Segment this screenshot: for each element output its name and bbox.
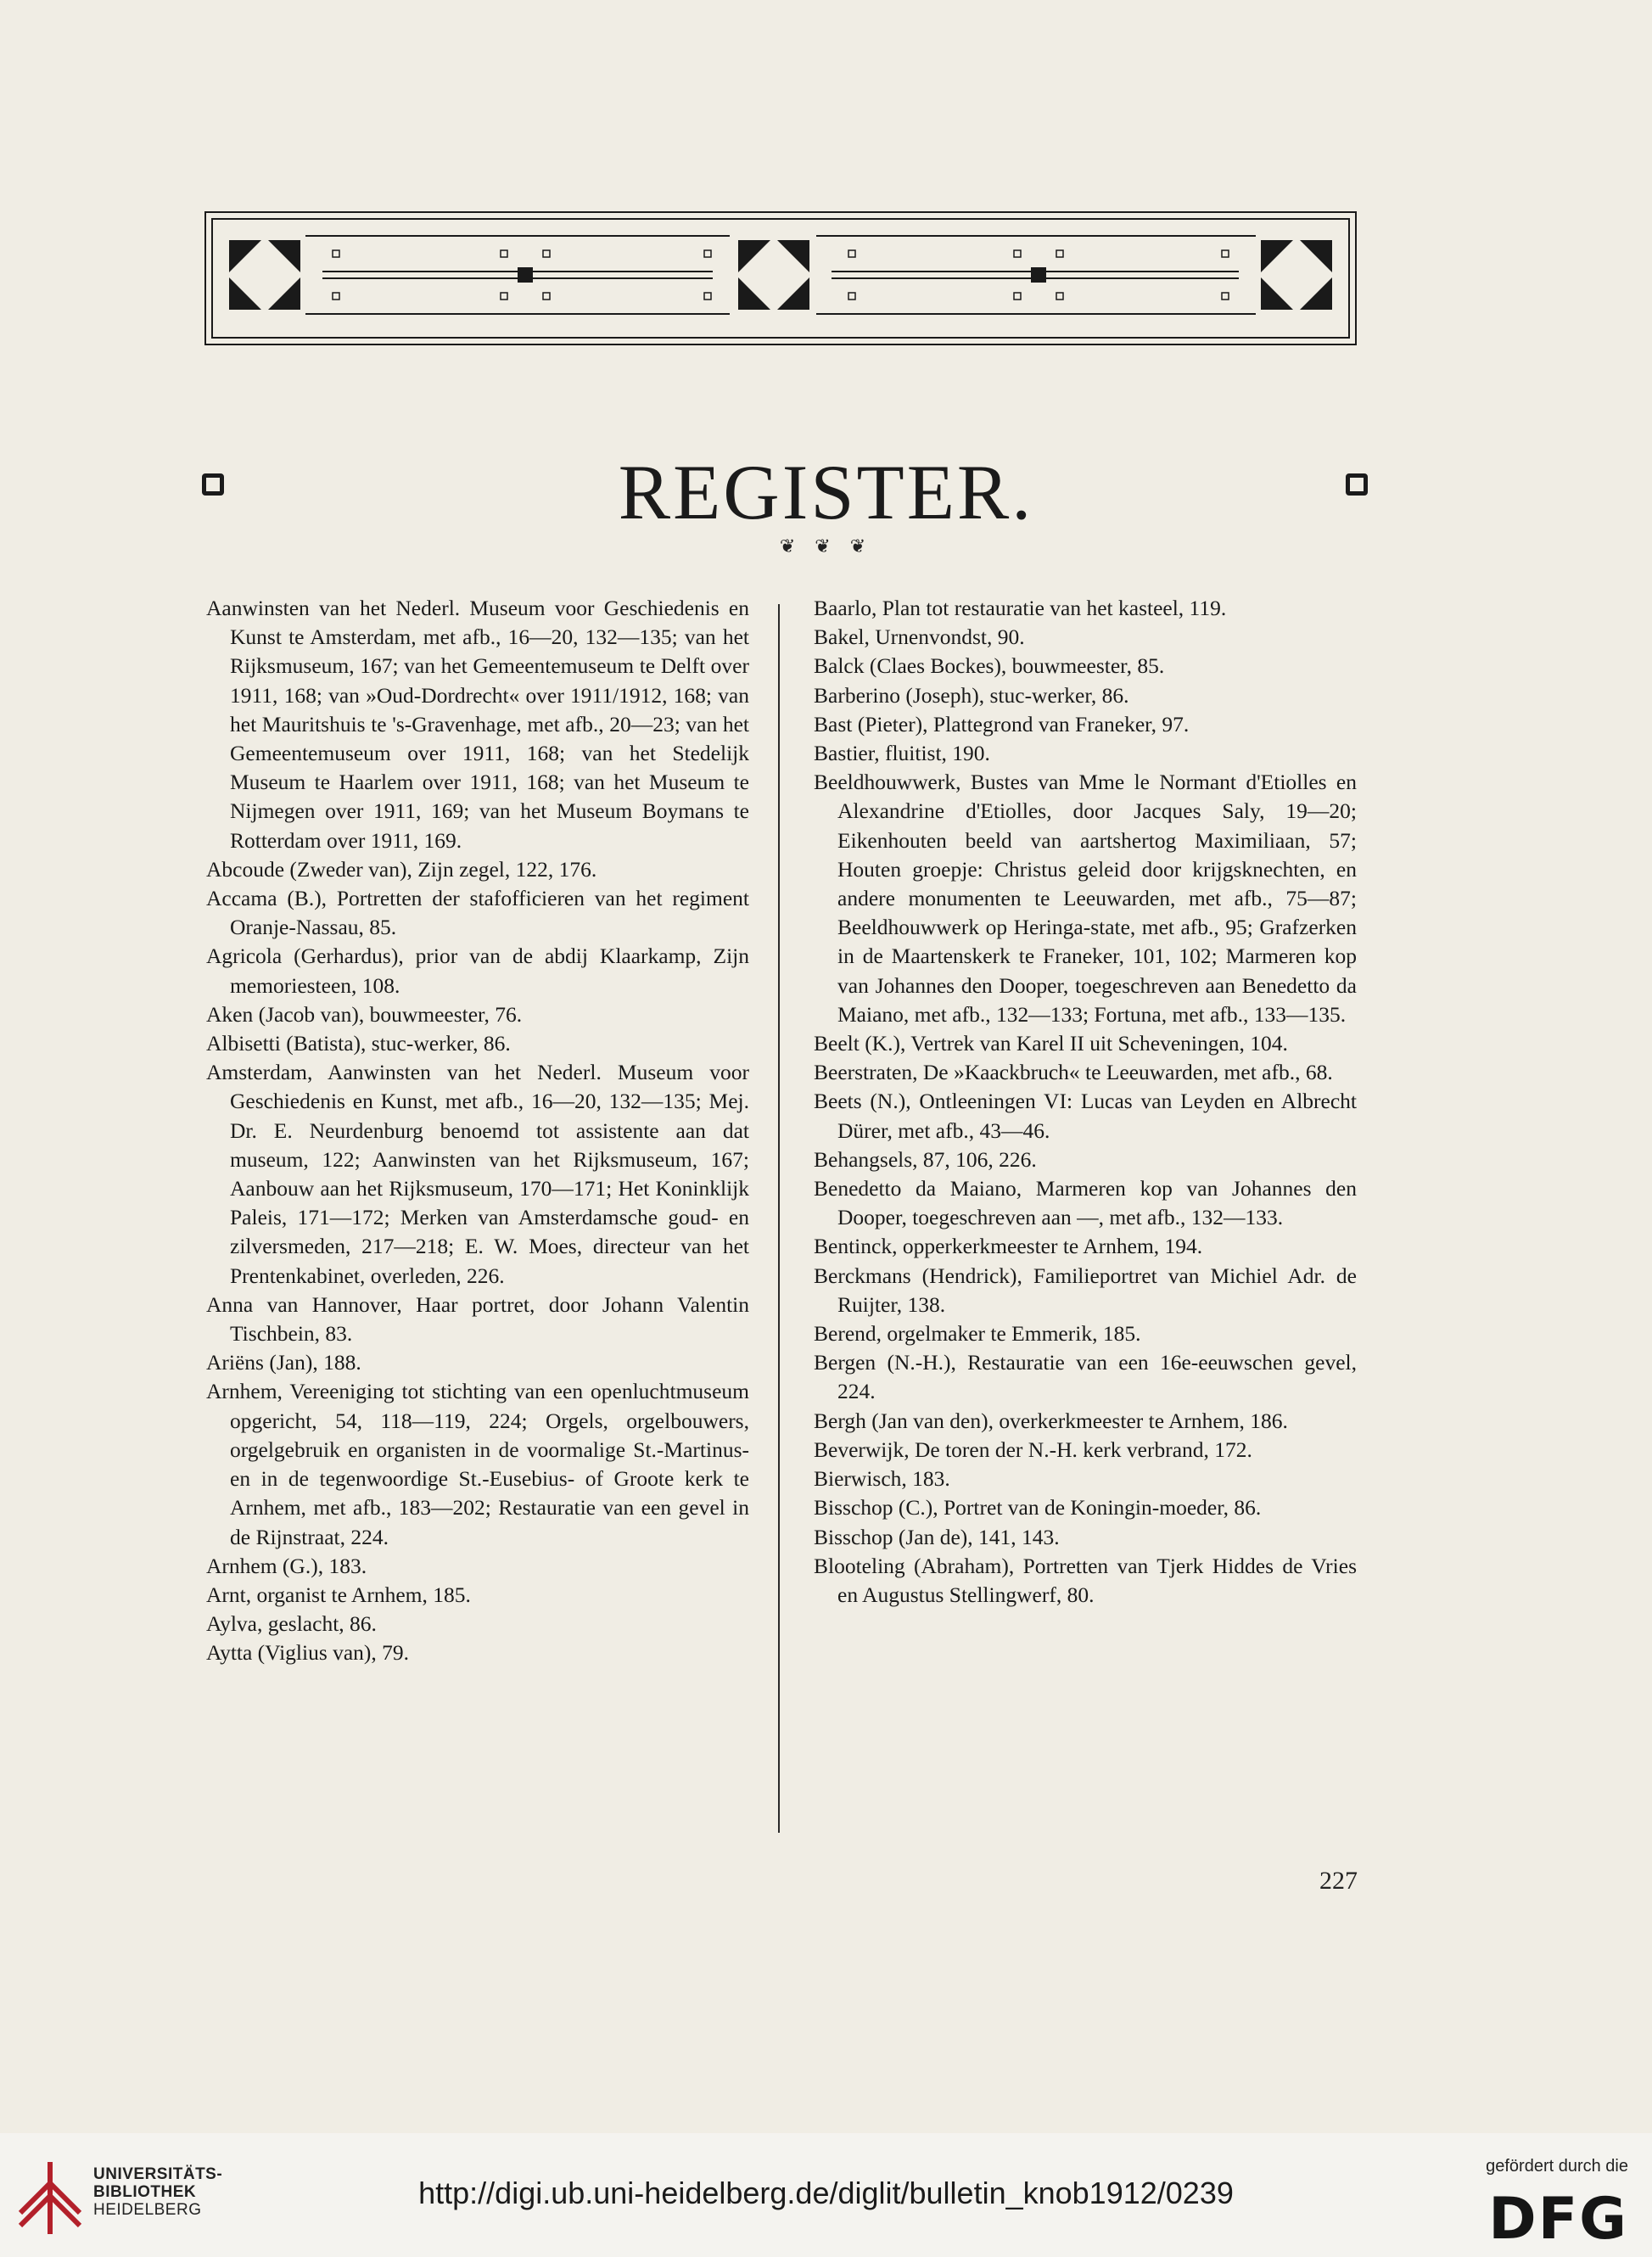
index-entry: Arnhem (G.), 183. [206,1553,367,1578]
index-entry: Arnt, organist te Arnhem, 185. [206,1582,471,1607]
index-entry: Aylva, geslacht, 86. [206,1611,377,1637]
index-entry: Bierwisch, 183. [814,1466,950,1492]
index-entry: Albisetti (Batista), stuc-werker, 86. [206,1031,511,1056]
index-column-left [206,594,749,1668]
index-entry: Benedetto da Maiano, Marmeren kop van Johannes den Dooper, toegeschreven aan —, met afb., 132—133. [814,1176,1357,1230]
library-name-line: UNIVERSITÄTS- [93,2165,223,2183]
title-row [0,441,1652,543]
index-entry: Beets (N.), Ontleeningen VI: Lucas van Leyden en Albrecht Dürer, met afb., 43—46. [814,1089,1357,1143]
index-entry: Beerstraten, De »Kaackbruch« te Leeuwarden, met afb., 68. [814,1060,1333,1085]
index-entry: Amsterdam, Aanwinsten van het Nederl. Museum voor Geschiedenis en Kunst, met afb., 16—20, 132—135; Mej. Dr. E. Neurdenburg benoemd tot assistente aan dat museum, 122; Aanwinsten van het Rijksmuseum, 167; Aanbouw aan het Rijksmuseum, 170—171; Het Koninklijk Paleis, 171—172; Merken van Amsterdamsche goud- en zilversmeden, 217—218; E. W. Moes, directeur van het Prentenkabinet, overleden, 226. [206,1060,749,1288]
index-entry: Accama (B.), Portretten der stafofficieren van het regiment Oranje-Nassau, 85. [206,886,749,940]
index-entry: Balck (Claes Bockes), bouwmeester, 85. [814,653,1165,679]
index-entry: Berend, orgelmaker te Emmerik, 185. [814,1321,1141,1347]
index-entry: Abcoude (Zweder van), Zijn zegel, 122, 176. [206,856,597,882]
index-entry: Blooteling (Abraham), Portretten van Tjerk Hiddes de Vries en Augustus Stellingwerf, 80. [814,1553,1357,1607]
index-entry: Behangsels, 87, 106, 226. [814,1146,1037,1172]
index-entry: Aken (Jacob van), bouwmeester, 76. [206,1001,523,1027]
index-entry: Beeldhouwwerk, Bustes van Mme le Normant d'Etiolles en Alexandrine d'Etiolles, door Jacques Saly, 19—20; Eikenhouten beeld van aartshertog Maximiliaan, 57; Houten groepje: Christus geleid door krijgsknechten, en andere monumenten te Leeuwarden, met afb., 75—87; Beeldhouwwerk op Heringa-state, met afb., 95; Grafzerken in de Maartenskerk te Franeker, 101, 102; Marmeren kop van Johannes den Dooper, toegeschreven aan Benedetto da Maiano, met afb., 132—133; Fortuna, met afb., 133—135. [814,770,1357,1027]
dfg-logo: DFG [1488,2186,1628,2253]
index-entry: Aanwinsten van het Nederl. Museum voor Geschiedenis en Kunst te Amsterdam, met afb., 16—20, 132—135; van het Rijksmuseum, 167; van het Gemeentemuseum te Delft over 1911, 168; van »Oud-Dordrecht« over 1911/1912, 168; van het Mauritshuis te 's-Gravenhage, met afb., 20—23; van het Gemeentemuseum over 1911, 168; van het Stedelijk Museum te Haarlem over 1911, 168; van het Museum te Nijmegen over 1911, 169; van het Museum Boymans te Rotterdam over 1911, 169. [206,596,749,853]
footer-bar [0,2133,1652,2257]
index-entry: Bisschop (Jan de), 141, 143. [814,1524,1060,1549]
index-entry: Bast (Pieter), Plattegrond van Franeker, 97. [814,711,1190,736]
library-name-line: HEIDELBERG [93,2201,202,2219]
index-entry: Barberino (Joseph), stuc-werker, 86. [814,682,1129,708]
index-entry: Agricola (Gerhardus), prior van de abdij Klaarkamp, Zijn memoriesteen, 108. [206,944,749,998]
index-entry: Ariëns (Jan), 188. [206,1350,361,1375]
column-divider [778,604,780,1833]
fleuron-ornament: ❦ ❦ ❦ [779,536,873,557]
page-number: 227 [1319,1867,1358,1895]
index-entry: Berckmans (Hendrick), Familieportret van Michiel Adr. de Ruijter, 138. [814,1263,1357,1317]
index-entry: Anna van Hannover, Haar portret, door Johann Valentin Tischbein, 83. [206,1291,749,1347]
index-entry: Baarlo, Plan tot restauratie van het kasteel, 119. [814,596,1227,620]
funded-by-label: gefördert durch die [1486,2157,1628,2176]
ornamental-frieze [204,210,1358,346]
square-ornament-icon [1346,473,1368,496]
index-entry: Aytta (Viglius van), 79. [206,1640,410,1666]
index-entry: Bisschop (C.), Portret van de Koningin-moeder, 86. [814,1495,1262,1521]
index-entry: Bergen (N.-H.), Restauratie van een 16e-eeuwschen gevel, 224. [814,1350,1357,1404]
source-url-link[interactable]: http://digi.ub.uni-heidelberg.de/diglit/bulletin_knob1912/0239 [418,2176,1234,2210]
index-entry: Beelt (K.), Vertrek van Karel II uit Scheveningen, 104. [814,1031,1288,1056]
index-column-right [814,594,1357,1610]
index-entry: Bentinck, opperkerkmeester te Arnhem, 194. [814,1234,1203,1259]
page-title: REGISTER. [618,449,1034,535]
library-name-line: BIBLIOTHEK [93,2183,197,2201]
index-entry: Bastier, fluitist, 190. [814,741,990,766]
index-entry: Bergh (Jan van den), overkerkmeester te Arnhem, 186. [814,1408,1288,1433]
index-entry: Bakel, Urnenvondst, 90. [814,624,1025,650]
index-entry: Arnhem, Vereeniging tot stichting van een openluchtmuseum opgericht, 54, 118—119, 224; Orgels, orgelbouwers, orgelgebruik en organisten in de voormalige St.-Martinus- en in de tegenwoordige St.-Eusebius- of Groote kerk te Arnhem, met afb., 183—202; Restauratie van een gevel in de Rijnstraat, 224. [206,1379,749,1549]
index-entry: Beverwijk, De toren der N.-H. kerk verbrand, 172. [814,1437,1252,1462]
